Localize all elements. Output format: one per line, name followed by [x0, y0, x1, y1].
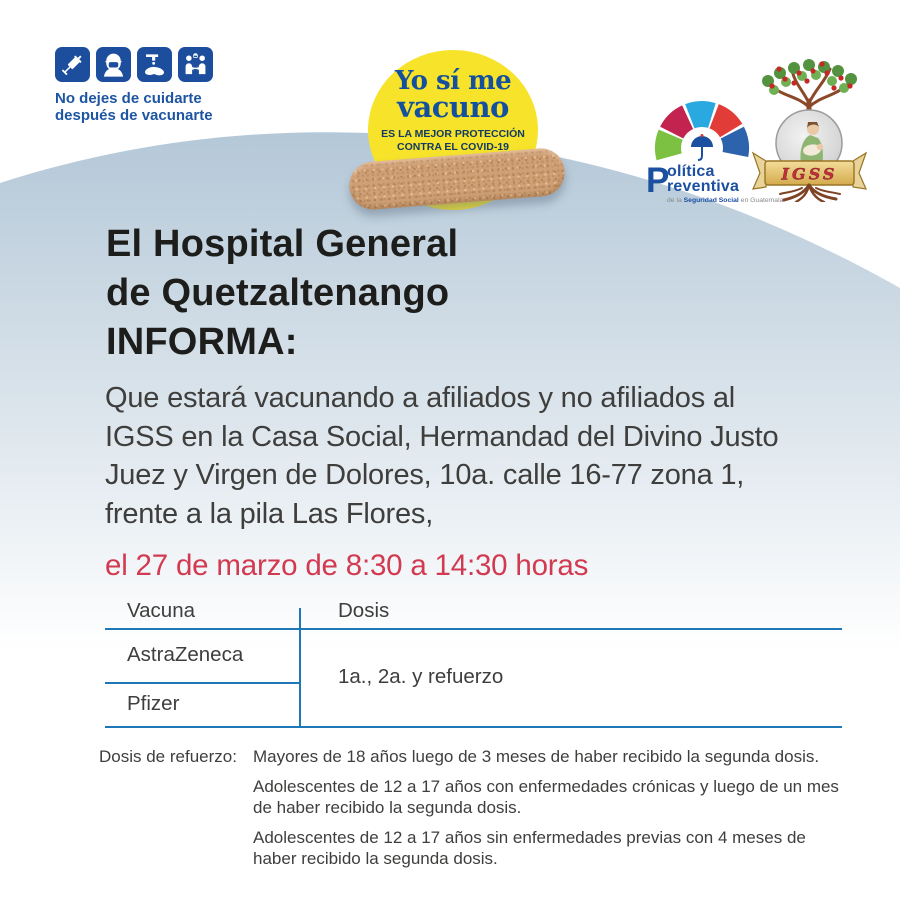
- table-bottom-rule: [105, 726, 842, 728]
- badge-title-line2: vacuno: [397, 90, 509, 124]
- booster-note-2: Adolescentes de 12 a 17 años con enfermedades crónicas y luego de un mes de haber recibido la segunda dosis.: [253, 777, 839, 817]
- table-header-rule: [105, 628, 842, 630]
- vaccine-dose-table: [105, 595, 842, 728]
- care-caption-line1: No dejes de cuidarte: [55, 90, 202, 107]
- igss-logo: [752, 57, 867, 202]
- politica-fan-icon: [646, 86, 758, 164]
- hand-washing-icon: [137, 47, 172, 82]
- social-distancing-icon: [178, 47, 213, 82]
- table-row-astrazeneca: AstraZeneca: [127, 643, 244, 666]
- body-line1: Que estará vacunando a afiliados y no afiliados al: [105, 382, 736, 414]
- badge-title-line1: Yo sí me: [394, 66, 512, 96]
- politica-tagline: de la Seguridad Social en Guatemala: [667, 197, 784, 204]
- table-row-rule: [105, 682, 299, 684]
- page-title: [106, 220, 458, 367]
- care-icons-row: [55, 47, 213, 82]
- table-column-divider: [299, 608, 301, 728]
- badge-subtitle-line2: CONTRA EL COVID-19: [396, 141, 509, 153]
- page-title-line2: de Quetzaltenango: [106, 272, 450, 314]
- booster-notes: [253, 746, 839, 878]
- table-dose-value: 1a., 2a. y refuerzo: [338, 665, 504, 688]
- body-line4: frente a la pila Las Flores,: [105, 497, 434, 530]
- politica-wordmark: [646, 161, 784, 204]
- page-title-line1: El Hospital General: [106, 223, 459, 265]
- page-title-line3: INFORMA:: [106, 321, 298, 363]
- date-time-line: el 27 de marzo de 8:30 a 14:30 horas: [105, 549, 589, 582]
- igss-banner-label: IGSS: [781, 164, 838, 184]
- masked-face-icon: [96, 47, 131, 82]
- body-line3: Juez y Virgen de Dolores, 10a. calle 16-77 zona 1,: [105, 459, 745, 491]
- column-header-dosis: Dosis: [338, 599, 390, 622]
- badge-subtitle-line1: ES LA MEJOR PROTECCIÓN: [381, 128, 525, 140]
- politica-preventiva-logo: [646, 86, 784, 204]
- care-caption-line2: después de vacunarte: [55, 107, 213, 124]
- column-header-vacuna: Vacuna: [127, 599, 196, 622]
- booster-label: Dosis de refuerzo:: [99, 747, 237, 766]
- syringe-icon: [55, 47, 90, 82]
- care-caption: [55, 90, 213, 124]
- politica-big-p: P: [646, 161, 670, 200]
- table-row-pfizer: Pfizer: [127, 692, 180, 715]
- body-line2: IGSS en la Casa Social, Hermandad del Divino Justo: [105, 420, 779, 453]
- politica-line2: reventiva: [667, 177, 740, 195]
- booster-note-1: Mayores de 18 años luego de 3 meses de haber recibido la segunda dosis.: [253, 747, 820, 766]
- booster-note-3: Adolescentes de 12 a 17 años sin enfermedades previas con 4 meses de haber recibido la segunda dosis.: [253, 828, 806, 868]
- announcement-body: [105, 379, 778, 533]
- politica-line1: olítica: [667, 163, 715, 180]
